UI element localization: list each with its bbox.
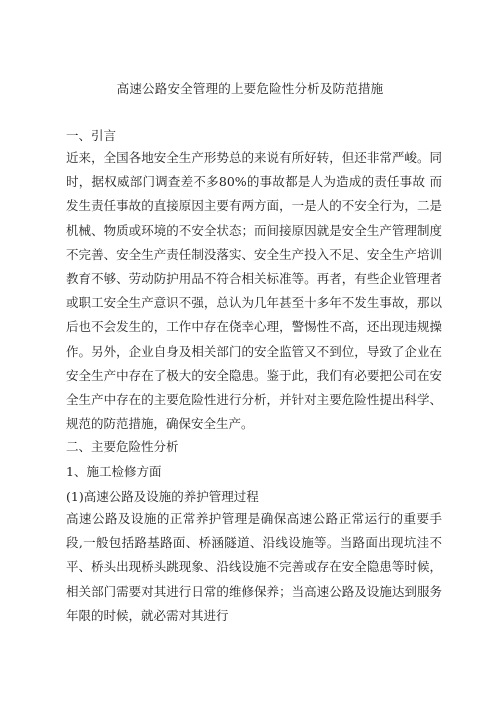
subsubsection-heading-maintenance: (1)高速公路及设施的养护管理过程 [66,489,259,504]
section-heading-hazard-analysis: 二、主要危险性分析 [66,439,179,454]
introduction-paragraph: 近来，全国各地安全生产形势总的来说有所好转，但还非常严峻。同时，据权威部门调查差不多80%的事故都是人为造成的责任事故 而发生责任事故的直接原因主要有两方面，一是人的不安全行为，二是机械、物质或环境的不安全状态；而间接原因就是安全生产管理制度不完善、安全生产责任制没落实、安全生产投入不足、安全生产培训教育不够、劳动防护用品不符合相关标准等。再者，有些企业管理者或职工安全生产意识不强，总认为几年甚至十多年不发生事故，那以后也不会发生的，工作中存在侥幸心理，警惕性不高，还出现违规操作。另外，企业自身及相关部门的安全监管又不到位，导致了企业在安全生产中存在了极大的安全隐患。鉴于此，我们有必要把公司在安全生产中存在的主要危险性进行分析，并针对主要危险性提出科学、规范的防范措施，确保安全生产。 [66,150,442,432]
subsection-heading-construction: 1、施工检修方面 [66,464,162,479]
document-title: 高速公路安全管理的上要危险性分析及防范措施 [116,81,384,96]
section-heading-introduction: 一、引言 [66,128,117,143]
maintenance-paragraph: 高速公路及设施的正常养护管理是确保高速公路正常运行的重要手段,一般包括路基路面、桥涵隧道、沿线设施等。当路面出现坑洼不平、桥头出现桥头跳现象、沿线设施不完善或存在安全隐患等时候，相关部门需要对其进行日常的维修保养；当高速公路及设施达到服务年限的时候，就必需对其进行 [66,511,442,623]
